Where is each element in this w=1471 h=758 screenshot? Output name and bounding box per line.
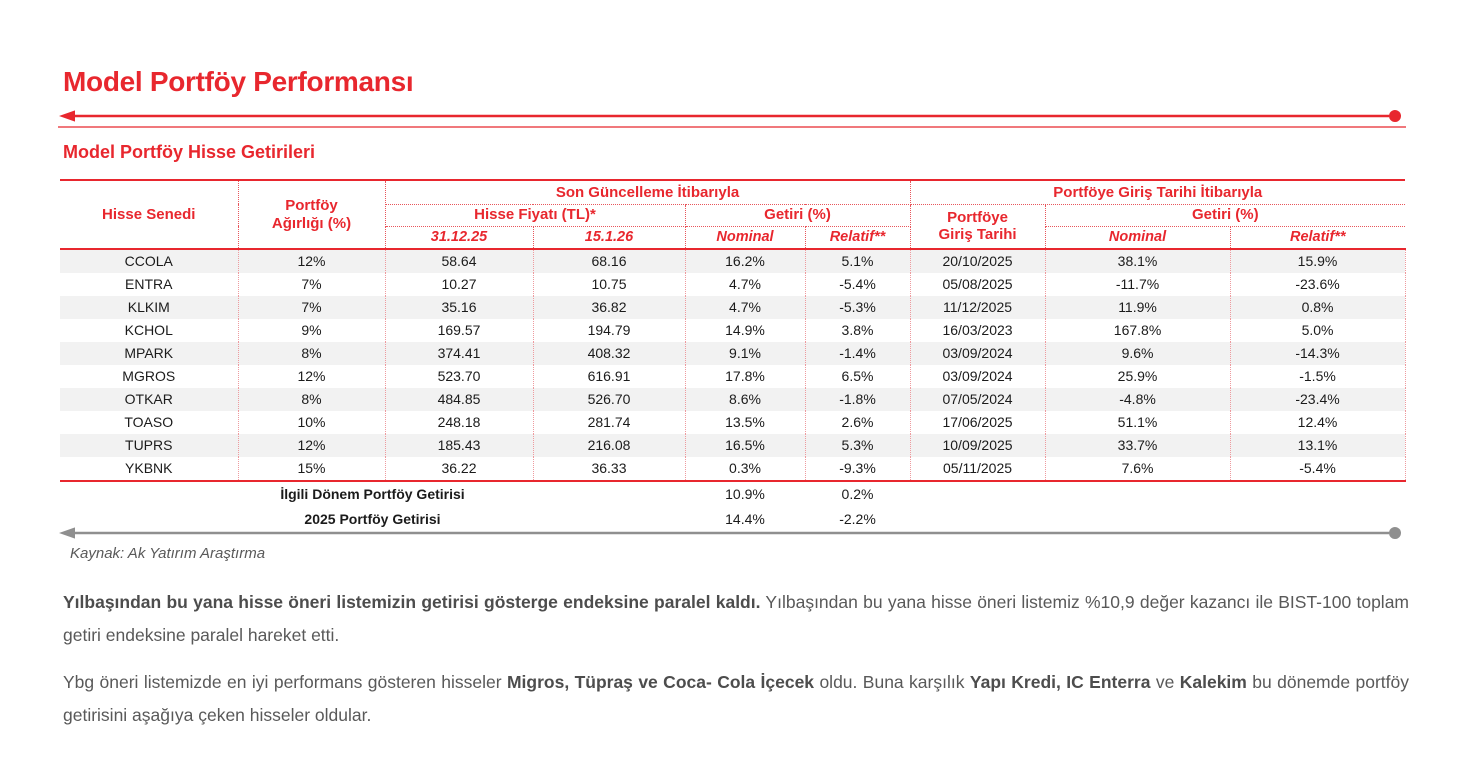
cell-price-end: 36.82 xyxy=(533,296,685,319)
left-arrowhead-icon xyxy=(59,110,75,121)
cell-price-end: 281.74 xyxy=(533,411,685,434)
cell-return-nominal: 14.9% xyxy=(685,319,805,342)
cell-return-relative: 5.3% xyxy=(805,434,910,457)
cell-price-end: 616.91 xyxy=(533,365,685,388)
summary-relative: -2.2% xyxy=(839,510,876,527)
table-row xyxy=(60,388,1405,411)
cell-return-nominal: 9.1% xyxy=(685,342,805,365)
cell-return-relative: -1.4% xyxy=(805,342,910,365)
table-title: Model Portföy Hisse Getirileri xyxy=(63,142,316,162)
paragraph-bold-lead: Yılbaşından bu yana hisse öneri listemizin getirisi gösterge endeksine paralel kaldı. xyxy=(63,592,761,612)
cell-entry-date: 05/08/2025 xyxy=(910,273,1045,296)
cell-return-nominal: 4.7% xyxy=(685,273,805,296)
cell-entry-relative: 5.0% xyxy=(1230,319,1405,342)
cell-entry-nominal: 33.7% xyxy=(1045,434,1230,457)
source-note: Kaynak: Ak Yatırım Araştırma xyxy=(70,545,266,562)
cell-weight: 15% xyxy=(238,457,385,481)
cell-price-start: 248.18 xyxy=(385,411,533,434)
cell-return-relative: -1.8% xyxy=(805,388,910,411)
cell-entry-date: 05/11/2025 xyxy=(910,457,1045,481)
cell-return-nominal: 16.2% xyxy=(685,249,805,273)
cell-return-relative: 2.6% xyxy=(805,411,910,434)
summary-relative: 0.2% xyxy=(805,481,910,506)
table-header xyxy=(60,180,1405,249)
cell-return-relative: 6.5% xyxy=(805,365,910,388)
col-header-nominal-1: Nominal xyxy=(685,226,805,249)
cell-weight: 7% xyxy=(238,273,385,296)
cell-stock: KLKIM xyxy=(60,296,238,319)
cell-return-nominal: 0.3% xyxy=(685,457,805,481)
cell-entry-relative: 13.1% xyxy=(1230,434,1405,457)
table-row xyxy=(60,273,1405,296)
cell-entry-relative: -23.6% xyxy=(1230,273,1405,296)
cell-return-nominal: 16.5% xyxy=(685,434,805,457)
table-summary xyxy=(60,481,1405,531)
cell-entry-nominal: 25.9% xyxy=(1045,365,1230,388)
table-row xyxy=(60,457,1405,481)
col-header-relative-2: Relatif** xyxy=(1289,228,1346,245)
cell-return-relative: 5.1% xyxy=(805,249,910,273)
cell-return-relative: 3.8% xyxy=(805,319,910,342)
col-header-entry-date: Portföye Giriş Tarihi xyxy=(910,204,1045,249)
col-header-date1: 31.12.25 xyxy=(385,226,533,249)
col-header-nominal-2: Nominal xyxy=(1045,226,1230,249)
best-stocks-bold: Migros, Tüpraş ve Coca- Cola İçecek xyxy=(506,672,815,692)
cell-entry-nominal: 9.6% xyxy=(1045,342,1230,365)
cell-price-end: 216.08 xyxy=(533,434,685,457)
col-header-relative-1: Relatif** xyxy=(805,226,910,249)
table-row xyxy=(60,296,1405,319)
cell-price-start: 169.57 xyxy=(385,319,533,342)
table-row xyxy=(60,434,1405,457)
cell-price-start: 374.41 xyxy=(385,342,533,365)
cell-price-end: 10.75 xyxy=(533,273,685,296)
table-row xyxy=(60,342,1405,365)
cell-entry-relative: -5.4% xyxy=(1230,457,1405,481)
group-header-price: Hisse Fiyatı (TL)* xyxy=(385,204,685,226)
cell-entry-date: 20/10/2025 xyxy=(910,249,1045,273)
cell-price-end: 526.70 xyxy=(533,388,685,411)
cell-stock: TUPRS xyxy=(60,434,238,457)
cell-stock: ENTRA xyxy=(60,273,238,296)
table-row xyxy=(60,319,1405,342)
cell-return-nominal: 13.5% xyxy=(685,411,805,434)
table-body xyxy=(60,249,1405,481)
cell-stock: CCOLA xyxy=(60,249,238,273)
cell-entry-nominal: 167.8% xyxy=(1045,319,1230,342)
cell-entry-date: 07/05/2024 xyxy=(910,388,1045,411)
table-row xyxy=(60,249,1405,273)
cell-weight: 9% xyxy=(238,319,385,342)
summary-label: İlgili Dönem Portföy Getirisi xyxy=(60,481,685,506)
worst-stocks-bold-1: Yapı Kredi, IC Enterra xyxy=(969,672,1151,692)
cell-price-end: 36.33 xyxy=(533,457,685,481)
title-divider-arrow xyxy=(58,108,1410,132)
performance-table xyxy=(60,179,1406,531)
cell-stock: OTKAR xyxy=(60,388,238,411)
cell-entry-date: 16/03/2023 xyxy=(910,319,1045,342)
cell-entry-date: 17/06/2025 xyxy=(910,411,1045,434)
table-bottom-divider-arrow xyxy=(58,525,1410,541)
right-dot-icon xyxy=(1389,110,1401,122)
cell-return-relative: -5.3% xyxy=(805,296,910,319)
cell-price-start: 523.70 xyxy=(385,365,533,388)
cell-weight: 8% xyxy=(238,388,385,411)
col-header-stock: Hisse Senedi xyxy=(60,180,238,249)
summary-empty xyxy=(910,481,1405,506)
cell-stock: MGROS xyxy=(60,365,238,388)
cell-entry-nominal: 11.9% xyxy=(1045,296,1230,319)
cell-price-end: 408.32 xyxy=(533,342,685,365)
summary-label: 2025 Portföy Getirisi xyxy=(304,510,441,527)
group-header-return-2: Getiri (%) xyxy=(1045,204,1405,226)
group-header-entry: Portföye Giriş Tarihi İtibarıyla xyxy=(910,180,1405,204)
group-header-last-update: Son Güncelleme İtibarıyla xyxy=(385,180,910,204)
cell-return-nominal: 8.6% xyxy=(685,388,805,411)
cell-entry-relative: 15.9% xyxy=(1230,249,1405,273)
cell-price-end: 68.16 xyxy=(533,249,685,273)
paragraph-best-worst-stocks: Ybg öneri listemizde en iyi performans gösteren hisseler Migros, Tüpraş ve Coca- Cola İçecek oldu. Buna karşılık Yapı Kredi, IC Enterra ve Kalekim bu dönemde portföy getirisini aşağıya çeken hisseler oldular. xyxy=(63,672,1409,725)
cell-price-start: 10.27 xyxy=(385,273,533,296)
cell-entry-nominal: -11.7% xyxy=(1045,273,1230,296)
cell-stock: MPARK xyxy=(60,342,238,365)
cell-price-start: 185.43 xyxy=(385,434,533,457)
left-arrowhead-icon xyxy=(59,527,75,538)
cell-entry-relative: -23.4% xyxy=(1230,388,1405,411)
cell-entry-relative: -1.5% xyxy=(1230,365,1405,388)
cell-weight: 12% xyxy=(238,365,385,388)
cell-stock: KCHOL xyxy=(60,319,238,342)
cell-stock: TOASO xyxy=(60,411,238,434)
cell-weight: 10% xyxy=(238,411,385,434)
cell-price-start: 35.16 xyxy=(385,296,533,319)
paragraph-ytd-performance: Yılbaşından bu yana hisse öneri listemizin getirisi gösterge endeksine paralel kaldı. Yılbaşından bu yana hisse öneri listemiz %10,9 değer kazancı ile BIST-100 toplam getiri endeksine paralel hareket etti. xyxy=(63,592,1410,645)
cell-entry-date: 10/09/2025 xyxy=(910,434,1045,457)
cell-stock: YKBNK xyxy=(60,457,238,481)
cell-entry-relative: 0.8% xyxy=(1230,296,1405,319)
cell-entry-nominal: -4.8% xyxy=(1045,388,1230,411)
cell-return-relative: -9.3% xyxy=(805,457,910,481)
cell-entry-date: 03/09/2024 xyxy=(910,342,1045,365)
cell-entry-nominal: 38.1% xyxy=(1045,249,1230,273)
summary-row-period xyxy=(60,481,1405,506)
table-row xyxy=(60,411,1405,434)
cell-entry-date: 11/12/2025 xyxy=(910,296,1045,319)
cell-weight: 12% xyxy=(238,249,385,273)
page-title: Model Portföy Performansı xyxy=(63,66,414,97)
cell-price-start: 58.64 xyxy=(385,249,533,273)
cell-entry-nominal: 7.6% xyxy=(1045,457,1230,481)
cell-weight: 12% xyxy=(238,434,385,457)
col-header-weight: Portföy Ağırlığı (%) xyxy=(238,180,385,249)
worst-stocks-bold-2: Kalekim xyxy=(1179,672,1247,692)
table-row xyxy=(60,365,1405,388)
summary-nominal: 14.4% xyxy=(725,510,765,527)
right-dot-icon xyxy=(1389,527,1401,539)
cell-return-nominal: 17.8% xyxy=(685,365,805,388)
summary-nominal: 10.9% xyxy=(685,481,805,506)
cell-return-nominal: 4.7% xyxy=(685,296,805,319)
col-header-date2: 15.1.26 xyxy=(533,226,685,249)
cell-entry-date: 03/09/2024 xyxy=(910,365,1045,388)
cell-entry-relative: 12.4% xyxy=(1230,411,1405,434)
cell-weight: 7% xyxy=(238,296,385,319)
group-header-return-1: Getiri (%) xyxy=(685,204,910,226)
cell-price-end: 194.79 xyxy=(533,319,685,342)
cell-weight: 8% xyxy=(238,342,385,365)
cell-entry-relative: -14.3% xyxy=(1230,342,1405,365)
cell-entry-nominal: 51.1% xyxy=(1045,411,1230,434)
cell-price-start: 484.85 xyxy=(385,388,533,411)
cell-price-start: 36.22 xyxy=(385,457,533,481)
cell-return-relative: -5.4% xyxy=(805,273,910,296)
